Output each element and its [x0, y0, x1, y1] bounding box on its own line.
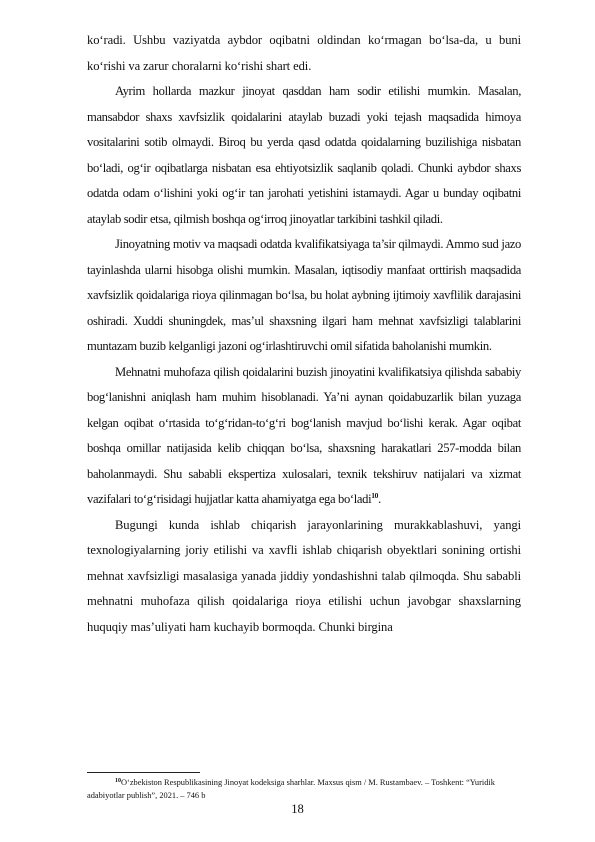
- paragraph-5: Bugungi kunda ishlab chiqarish jarayonlarining murakkablashuvi, yangi texnologiyalarning joriy etilishi va xavfli ishlab chiqarish obyektlari sonining ortishi mehnat xavfsizligi masalasiga yanada jiddiy yondashishni talab qilmoqda. Shu sababli mehnatni muhofaza qilish qoidalariga rioya etilishi uchun javobgar shaxslarning huquqiy mas’uliyati ham kuchayib bormoqda. Chunki birgina: [87, 517, 521, 634]
- page-body: [87, 28, 521, 640]
- paragraph-4-text: Mehnatni muhofaza qilish qoidalarini buzish jinoyatini kvalifikatsiya qilishda sababiy bog‘lanishni aniqlash ham muhim hisoblanadi. Ya’ni aynan qoidabuzarlik bilan yuzaga kelgan oqibat o‘rtasida to‘g‘ridan-to‘g‘ri bog‘lanish mavjud bo‘lishi kerak. Agar oqibat boshqa omillar natijasida kelib chiqqan bo‘lsa, shaxsning harakatlari 257-modda bilan baholanmaydi. Shu sababli ekspertiza xulosalari, texnik tekshiruv natijalari va xizmat vazifalari to‘g‘risidagi hujjatlar katta ahamiyatga ega bo‘ladi: [87, 364, 521, 506]
- paragraph-1: ko‘radi. Ushbu vaziyatda aybdor oqibatni oldindan ko‘rmagan bo‘lsa-da, u buni ko‘rishi va zarur choralarni ko‘rishi shart edi.: [87, 33, 521, 73]
- footnote-text: O‘zbekiston Respublikasining Jinoyat kodeksiga sharhlar. Maxsus qism / M. Rustambaev. – Toshkent: “Yuridik adabiyotlar publish”, 2021. – 746 b: [87, 778, 495, 800]
- footnote-divider: [87, 772, 200, 773]
- page-number: 18: [291, 802, 304, 816]
- paragraph-4-end: .: [378, 492, 381, 506]
- paragraph-4: [87, 360, 521, 513]
- footnote: [87, 777, 521, 802]
- footnote-number: 10: [115, 778, 121, 784]
- paragraph-3: Jinoyatning motiv va maqsadi odatda kvalifikatsiyaga ta’sir qilmaydi. Ammo sud jazo tayinlashda ularni hisobga olishi mumkin. Masalan, iqtisodiy manfaat orttirish maqsadida xavfsizlik qoidalariga rioya qilinmagan bo‘lsa, bu holat aybning ijtimoiy xavflilik darajasini oshiradi. Xuddi shuningdek, mas’ul shaxsning ilgari ham mehnat xavfsizligi talablarini muntazam buzib kelganligi jazoni og‘irlashtiruvchi omil sifatida baholanishi mumkin.: [87, 237, 521, 353]
- paragraph-2: Ayrim hollarda mazkur jinoyat qasddan ham sodir etilishi mumkin. Masalan, mansabdor shaxs xavfsizlik qoidalarini ataylab buzadi yoki tejash maqsadida himoya vositalarini sotib olmaydi. Biroq bu yerda qasd odatda qoidalarning buzilishiga nisbatan bo‘ladi, og‘ir oqibatlarga nisbatan esa ehtiyotsizlik saqlanib qoladi. Chunki aybdor shaxs odatda odam o‘lishini yoki og‘ir tan jarohati yetishini istamaydi. Agar u bunday oqibatni ataylab sodir etsa, qilmish boshqa og‘irroq jinoyatlar tarkibini tashkil qiladi.: [87, 84, 521, 226]
- footnote-reference[interactable]: 10: [371, 491, 379, 500]
